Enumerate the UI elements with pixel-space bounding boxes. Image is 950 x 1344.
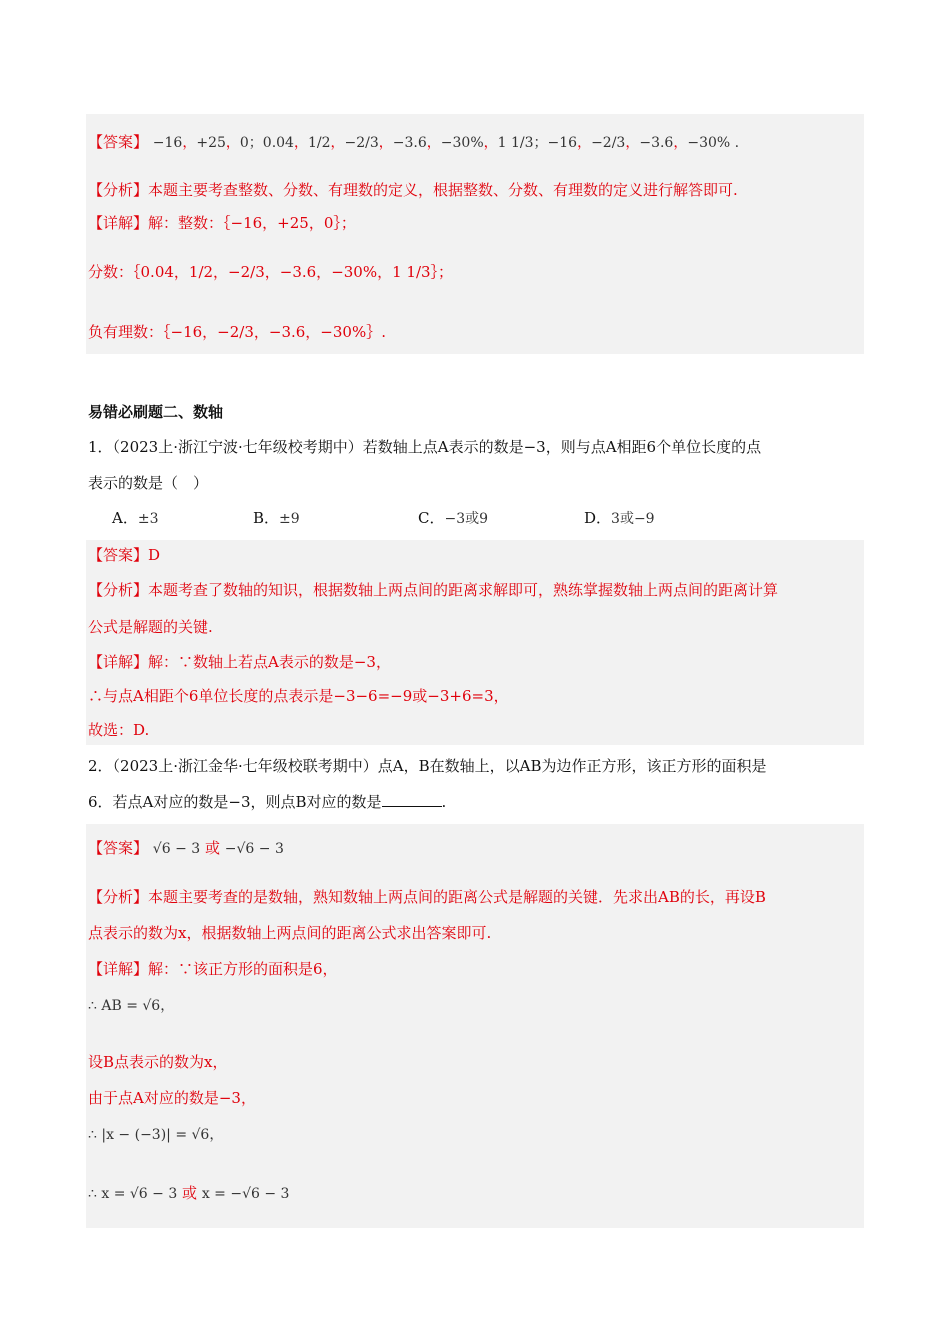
q1-option-c: C．−3或9 bbox=[418, 509, 489, 527]
separator: ， bbox=[378, 135, 393, 151]
solution-box-3 bbox=[86, 824, 864, 1228]
q2-stem-line2: 6．若点A对应的数是−3，则点B对应的数是 . bbox=[88, 793, 447, 811]
answer-item: −30% bbox=[687, 135, 731, 151]
answer-item: −3.6 bbox=[639, 135, 674, 151]
answer-item: −30% bbox=[440, 135, 484, 151]
q1-analysis-line2: 公式是解题的关键. bbox=[88, 618, 213, 636]
separator: ， bbox=[483, 135, 498, 151]
separator: ， bbox=[182, 135, 197, 151]
q1-option-b: B．±9 bbox=[253, 509, 300, 527]
q2-analysis-line1: 【分析】本题主要考查的是数轴，熟知数轴上两点间的距离公式是解题的关键．先求出AB的长，再设B bbox=[88, 888, 766, 906]
q1-stem-line1: 1．（2023上·浙江宁波·七年级校考期中）若数轴上点A表示的数是−3，则与点A相距6个单位长度的点 bbox=[88, 438, 762, 456]
analysis-line-1: 【分析】本题主要考查整数、分数、有理数的定义，根据整数、分数、有理数的定义进行解答即可. bbox=[88, 181, 738, 199]
q2-detail-line2: ∴ AB = √6， bbox=[88, 998, 175, 1014]
q2-analysis-line2: 点表示的数为x，根据数轴上两点间的距离公式求出答案即可. bbox=[88, 924, 492, 942]
q2-detail-line1: 【详解】解：∵该正方形的面积是6， bbox=[88, 960, 338, 978]
section-title: 易错必刷题二、数轴 bbox=[88, 403, 224, 421]
q1-option-a: A．±3 bbox=[112, 509, 159, 527]
q2-detail-line5: ∴ |x − (−3)| = √6， bbox=[88, 1127, 224, 1143]
answer-item: −16 bbox=[152, 135, 183, 151]
answer-item: +25 bbox=[196, 135, 226, 151]
q1-option-d: D．3或−9 bbox=[584, 509, 655, 527]
separator: ， bbox=[673, 135, 688, 151]
answer-blank bbox=[382, 806, 442, 807]
q2-detail-line6: ∴ x = √6 − 3 或 x = −√6 − 3 bbox=[88, 1184, 290, 1202]
answer-item: ； bbox=[533, 135, 548, 151]
separator: ， bbox=[625, 135, 640, 151]
separator: ， bbox=[330, 135, 345, 151]
answer-item: −2/3 bbox=[591, 135, 626, 151]
answer-item: 1/2 bbox=[307, 135, 331, 151]
q1-answer: 【答案】D bbox=[88, 546, 161, 564]
separator: ， bbox=[577, 135, 592, 151]
answer-item: −2/3 bbox=[344, 135, 379, 151]
answer-item: 1 1/3 bbox=[497, 135, 534, 151]
negative-line: 负有理数：｛−16，−2/3，−3.6，−30%｝. bbox=[88, 323, 386, 341]
q2-answer: 【答案】 √6 − 3 或 −√6 − 3 bbox=[88, 839, 284, 857]
separator: ， bbox=[426, 135, 441, 151]
q2-detail-line3: 设B点表示的数为x， bbox=[88, 1053, 228, 1071]
detail-line-1: 【详解】解：整数：｛−16，+25，0｝； bbox=[88, 214, 356, 232]
q1-stem-line2: 表示的数是（ ） bbox=[88, 474, 209, 492]
answer-line-1 bbox=[88, 132, 739, 153]
solution-box-2 bbox=[86, 540, 864, 745]
answer-label: 【答案】 bbox=[88, 133, 149, 151]
answer-item: −3.6 bbox=[392, 135, 427, 151]
end-mark: . bbox=[730, 135, 740, 151]
answer-items bbox=[153, 135, 739, 151]
q2-stem-line1: 2．（2023上·浙江金华·七年级校联考期中）点A，B在数轴上，以AB为边作正方形，该正方形的面积是 bbox=[88, 757, 767, 775]
q1-detail-line2: ∴与点A相距个6单位长度的点表示是−3−6=−9或−3+6=3， bbox=[88, 687, 509, 705]
separator: ， bbox=[225, 135, 240, 151]
separator: ， bbox=[293, 135, 308, 151]
q2-detail-line4: 由于点A对应的数是−3， bbox=[88, 1089, 256, 1107]
q1-detail-line1: 【详解】解：∵数轴上若点A表示的数是−3， bbox=[88, 653, 391, 671]
answer-item: 0；0.04 bbox=[239, 135, 294, 151]
q1-detail-line3: 故选：D. bbox=[88, 721, 150, 739]
fractions-line: 分数：｛0.04，1/2，−2/3，−3.6，−30%，1 1/3｝； bbox=[88, 263, 454, 281]
answer-item: −16 bbox=[547, 135, 578, 151]
q1-analysis-line1: 【分析】本题考查了数轴的知识，根据数轴上两点间的距离求解即可，熟练掌握数轴上两点间的距离计算 bbox=[88, 581, 779, 599]
